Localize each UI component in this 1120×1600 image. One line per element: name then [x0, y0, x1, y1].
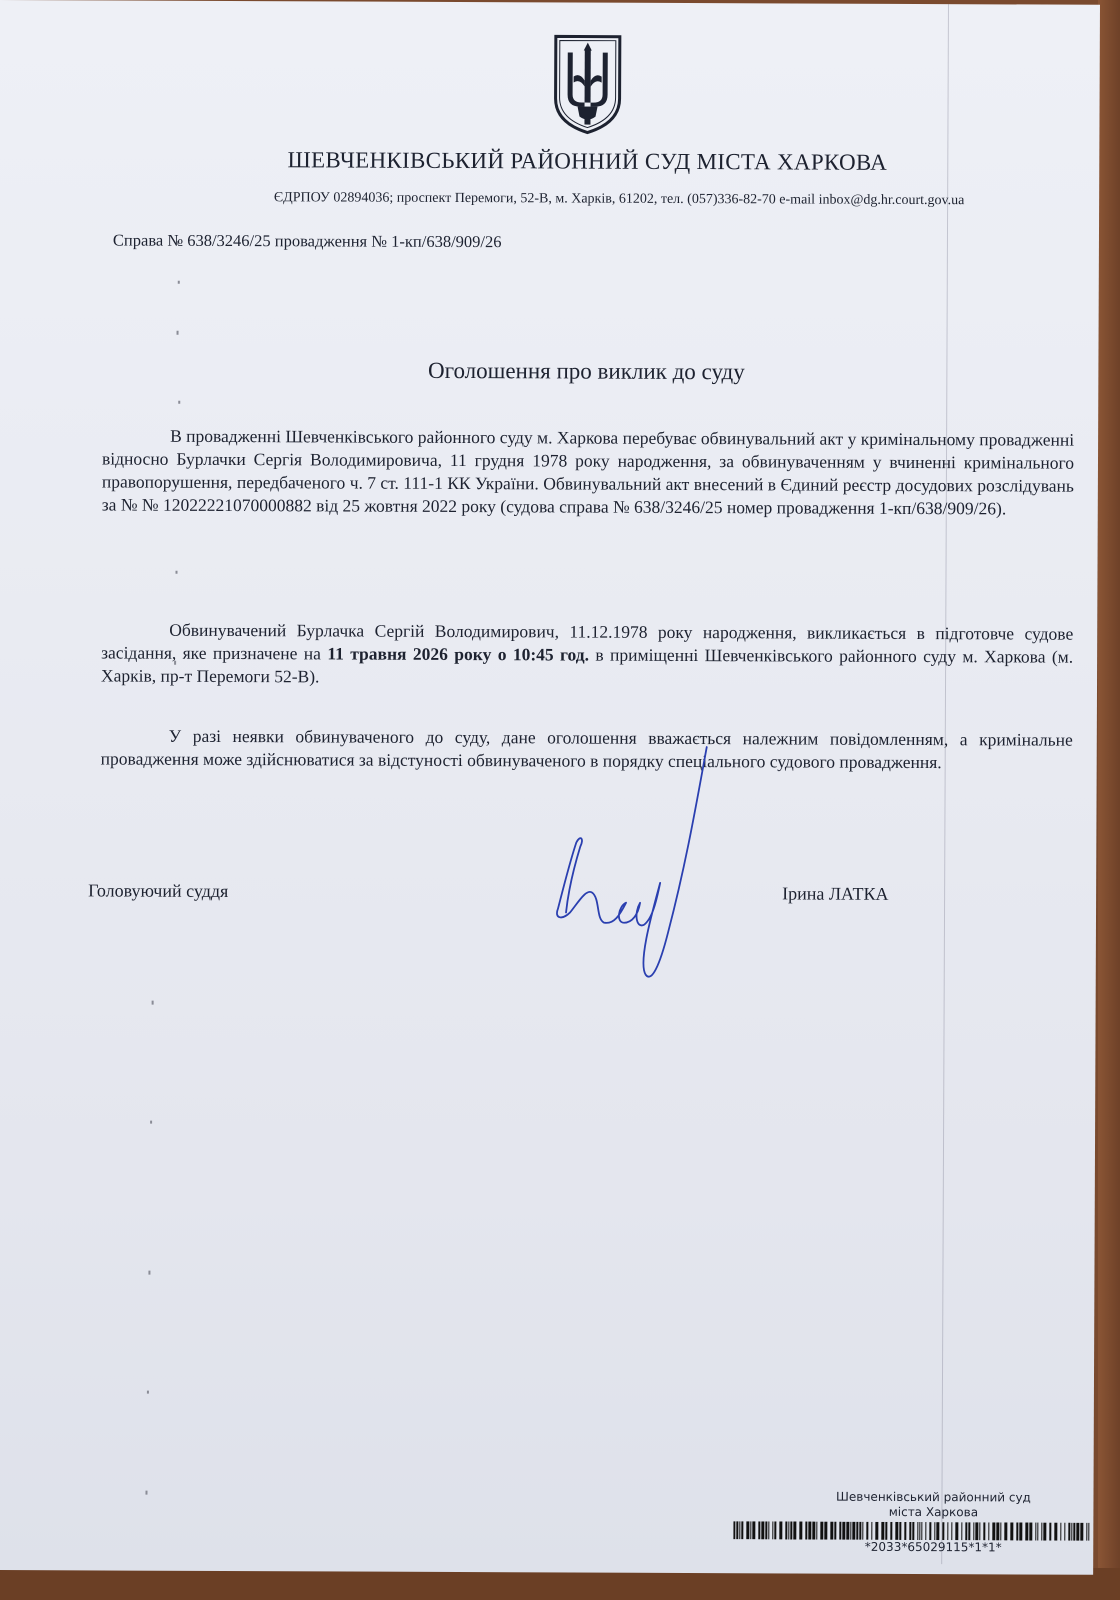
registration-stamp — [733, 1489, 1093, 1555]
barcode-number: *2033*65029115*1*1* — [864, 1539, 1002, 1555]
judge-title: Головуючий суддя — [88, 880, 229, 902]
court-name: ШЕВЧЕНКІВСЬКИЙ РАЙОННИЙ СУД МІСТА ХАРКОВА — [287, 147, 888, 175]
case-reference: Справа № 638/3246/25 провадження № 1-кп/638/909/26 — [112, 230, 502, 252]
court-contact-info: ЄДРПОУ 02894036; проспект Перемоги, 52-В, м. Харків, 61202, тел. (057)336-82-70 e-mail inbox@dg.hr.court.gov.ua — [273, 190, 965, 209]
paper-fold-line — [941, 4, 949, 1564]
paragraph-absence-notice: У разі неявки обвинуваченого до суду, дане оголошення вважається належним повідомленням, а кримінальне провадження може здійснюватися за відстуності обвинуваченого в порядку спеціального судового провадження. — [100, 725, 1073, 772]
paragraph-indictment: В провадженні Шевченківського районного суду м. Харкова перебуває обвинувальний акт у кримінальному провадженні відносно Бурлачки Сергія Володимировича, 11 грудня 1978 року народження, за обвинуваченням у вчиненні кримінального правопорушення, передбаченого ч. 7 ст. 111-1 КК України. Обвинувальний акт внесений в Єдиний реєстр досудових розслідувань за № № 12022221070000882 від 25 жовтня 2022 року (судова справа № 638/3246/25 номер провадження 1-кп/638/909/26). — [101, 425, 1075, 518]
paragraph-summons — [101, 618, 1073, 691]
hearing-datetime: 11 травня 2026 року о 10:45 год. — [327, 642, 590, 665]
summons-text-end: в приміщенні Шевченківського районного суду м. Харкова (м. Харків, пр-т Перемоги 52-В). — [101, 644, 1074, 686]
trident-coat-of-arms-icon — [549, 32, 625, 136]
barcode-icon — [733, 1521, 1093, 1541]
table-surface-right — [1098, 0, 1120, 1600]
summons-text-start: Обвинувачений Бурлачка Сергій Володимирович, 11.12.1978 року народження, викликається в підготовче судове засідання, яке призначене на — [101, 619, 1074, 663]
document-title: Оголошення про виклик до суду — [427, 357, 745, 385]
stamp-court-name: Шевченківський районний суд міста Харкова — [836, 1489, 1031, 1520]
handwritten-signature-icon — [556, 742, 727, 993]
judge-name: Ірина ЛАТКА — [782, 883, 889, 904]
